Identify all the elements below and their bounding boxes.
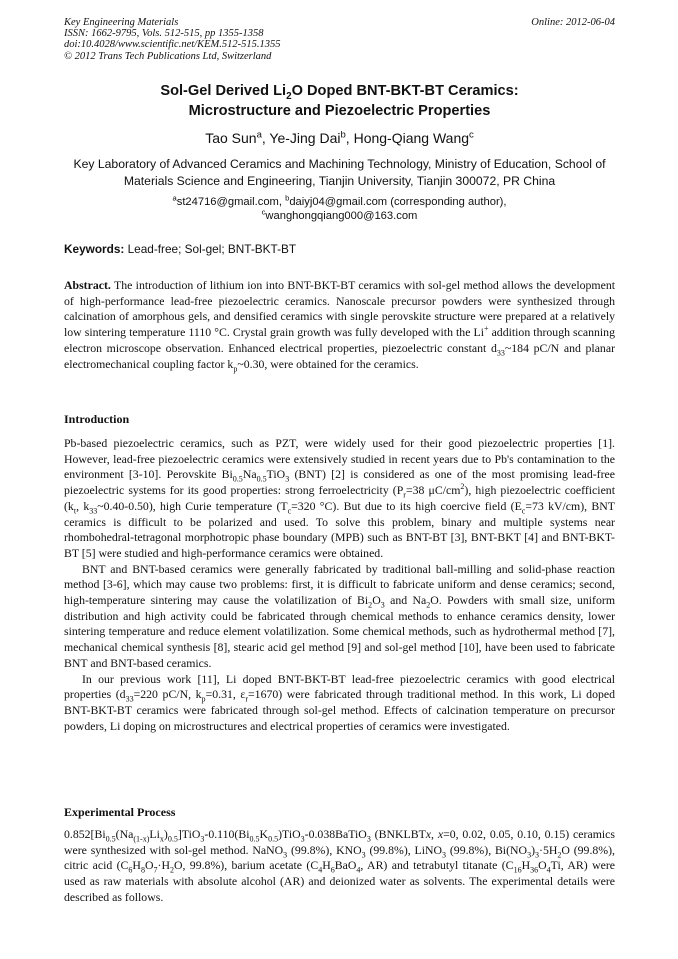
email-b[interactable]: daiyj04@gmail.com (corresponding author),	[289, 196, 507, 208]
keywords: Keywords: Lead-free; Sol-gel; BNT-BKT-BT	[64, 242, 297, 256]
section-heading-introduction: Introduction	[64, 412, 130, 426]
title-line-2: Microstructure and Piezoelectric Properties	[188, 103, 491, 119]
journal-copyright: © 2012 Trans Tech Publications Ltd, Switzerland	[64, 50, 272, 62]
title-line-1: Sol-Gel Derived $Li_2O$ Doped BNT-BKT-BT Ceramics:	[160, 83, 519, 102]
author-1: Tao Sun	[205, 130, 257, 146]
email-a[interactable]: st24716@gmail.com,	[176, 196, 286, 208]
section-heading-experimental: Experimental Process	[64, 805, 176, 819]
journal-doi[interactable]: doi:10.4028/www.scientific.net/KEM.512-515.1355	[64, 39, 281, 51]
exp-paragraph-1: $0.852[Bi_{0.5}(Na_{(1-x)}Li_x)_{0.5}]TiO_3-0.110(Bi_{0.5}K_{0.5})TiO_3-0.038BaTiO_3$ (BNKLBTx, x=0, 0.02, 0.05, 0.10, 0.15) ceramics were synthesized with sol-gel method. NaNO$_3$ (99.8%), $KNO_3$ (99.8%), LiNO$_3$ (99.8%), $Bi(NO_3)_3\cdot 5H_2O$ (99.8%), citric acid ($C_6H_8O_7\cdot H_2O$, 99.8%), barium acetate ($C_4H_6BaO_4$, AR) and tetrabutyl titanate ($C_{16}H_{36}O_4Ti$, AR) were used as raw materials with absolute alcohol (AR) and deionized water as solvents. The experimental details were described as follows.	[64, 827, 616, 904]
abstract: Abstract. The introduction of lithium ion into BNT-BKT-BT ceramics with sol-gel method allows the development of high-performance lead-free piezoelectric ceramics. Nanoscale precursor powders were synthesized through calcination of amorphous gels, and densified ceramics with single perovskite structure were prepared at a relatively low sintering temperature 1110 °C. Crystal grain growth was fully developed with the Li+ addition through scanning electron microscope observation. Enhanced electrical properties, piezoelectric constant $d_{33}\sim 184$ pC/N and planar electromechanical coupling factor $k_p\sim 0.30$, were obtained for the ceramics.	[64, 278, 615, 373]
paper-title	[64, 81, 615, 121]
journal-issn: ISSN: 1662-9795, Vols. 512-515, pp 1355-1358	[64, 28, 264, 40]
author-list: Tao Sun$^a$, Ye-Jing Dai$^b$, Hong-Qiang Wang$^c$	[205, 129, 474, 146]
online-date: Online: 2012-06-04	[531, 17, 615, 28]
intro-paragraph-1: Pb-based piezoelectric ceramics, such as PZT, were widely used for their good piezoelectric properties [1]. However, lead-free piezoelectric ceramics were extensively studied in recent years due to Pb's contamination to the environment [3-10]. Perovskite $Bi_{0.5}Na_{0.5}TiO_3$ (BNT) [2] is considered as one of the most promising lead-free piezoelectric systems for its good properties: strong ferroelectricity ($P_r=38$ $\mu C/cm^2$), high piezoelectric coefficient ($k_t$, $k_{33}\sim 0.40-0.50$), high Curie temperature ($T_c=320$ °C). But due to its high coercive field ($E_c=73$ kV/cm), BNT ceramics is difficult to be polarized and used. To solve this problem, binary and multiple systems near rhombohedral-tetragonal morphotropic phase boundary (MPB) such as BNT-BT [3], BNT-BKT [4] and BNT-BKT-BT [5] were studied and high-performance ceramics were obtained.	[64, 436, 616, 560]
author-2: Ye-Jing Dai	[269, 130, 341, 146]
journal-header	[64, 17, 615, 62]
keywords-label: Keywords:	[64, 242, 125, 256]
author-3: Hong-Qiang Wang	[353, 130, 470, 146]
email-c[interactable]: wanghongqiang000@163.com	[265, 210, 418, 222]
author-emails: $^a$st24716@gmail.com, $^b$daiyj04@gmail.com (corresponding author), $^c$wanghongqiang000@163.com	[172, 193, 507, 222]
introduction-text	[64, 436, 615, 734]
intro-paragraph-3: In our previous work [11], Li doped BNT-BKT-BT lead-free piezoelectric ceramics with good electrical properties ($d_{33}=220$ pC/N, $k_p=0.31$, $\varepsilon_r=1670$) were fabricated through traditional method. In this work, Li doped BNT-BKT-BT ceramics were fabricated through sol-gel method. Effects of calcination temperature on precursor powders, Li doping on microstructures and electrical properties of ceramics were investigated.	[64, 671, 616, 733]
intro-paragraph-2: BNT and BNT-based ceramics were generally fabricated by traditional ball-milling and solid-phase reaction method [3-6], which may cause two problems: first, it is difficult to fabricate uniform and dense ceramics; second, high-temperature sintering may cause the volatilization of $Bi_2O_3$ and $Na_2O$. Powders with small size, uniform distribution and high activity could be fabricated through chemical methods to enhance ceramics density, lower sintering temperature and reduce element volatilization. Some chemical methods, such as hydrothermal method [7], mechanical chemical synthesis [8], stearic acid gel method [9] and sol-gel method [10], have been used to fabricate BNT and BNT-based ceramics.	[64, 561, 615, 670]
abstract-label: Abstract.	[64, 278, 111, 292]
experimental-text	[64, 827, 615, 906]
affiliation: Key Laboratory of Advanced Ceramics and Machining Technology, Ministry of Education, School of Materials Science and Engineering, Tianjin University, Tianjin 300072, PR China	[73, 157, 606, 188]
journal-name: Key Engineering Materials	[64, 17, 179, 28]
